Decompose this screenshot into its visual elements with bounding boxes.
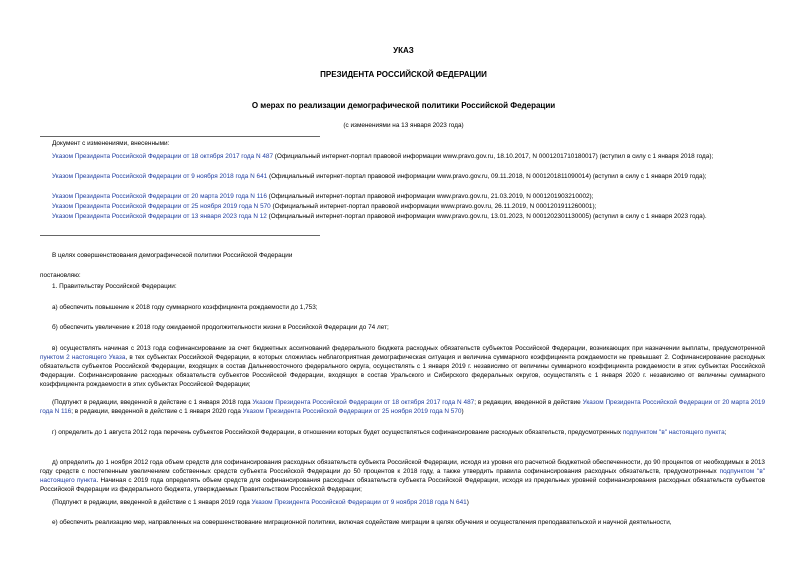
amendment-item xyxy=(40,152,765,161)
amendment-text: (Официальный интернет-портал правовой информации www.pravo.gov.ru, 18.10.2017, N 0001201710180017) (вступил в силу с 1 января 2018 года); xyxy=(273,153,714,160)
amendment-link[interactable]: Указом Президента Российской Федерации от 9 ноября 2018 года N 641 xyxy=(52,173,268,180)
decree-487-link[interactable]: Указом Президента Российской Федерации от 18 октября 2017 года N 487 xyxy=(252,399,475,406)
amendment-item xyxy=(40,202,765,211)
decree-word: постановляю: xyxy=(40,272,81,279)
doc-type-title: УКАЗ xyxy=(393,46,414,55)
decree-641-link[interactable]: Указом Президента Российской Федерации от 9 ноября 2018 года N 641 xyxy=(251,499,467,506)
subparagraph-v-note: (Подпункт в редакции, введенной в действие с 1 января 2018 года Указом Президента Российской Федерации от 18 октября 2017 года N 487; в редакции, введенной в действие Указом Президента Российской Федерации от 20 марта 2019 года N 116; в редакции, введенной в действие с 1 января 2020 года Указом Президента Российской Федерации от 25 ноября 2019 года N 570) xyxy=(40,399,765,415)
purpose-text: В целях совершенствования демографической политики Российской Федерации xyxy=(52,252,293,259)
issuer-title: ПРЕЗИДЕНТА РОССИЙСКОЙ ФЕДЕРАЦИИ xyxy=(320,70,487,79)
divider-bottom xyxy=(40,235,320,236)
doc-subject: О мерах по реализации демографической политики Российской Федерации xyxy=(251,101,556,110)
amendment-text: (Официальный интернет-портал правовой информации www.pravo.gov.ru, 13.01.2023, N 0001202301130005) (вступил в силу с 1 января 2023 года). xyxy=(266,213,707,220)
subparagraph-v-link[interactable]: подпунктом "в" настоящего пункта xyxy=(40,468,765,484)
decree-570-link[interactable]: Указом Президента Российской Федерации от 25 ноября 2019 года N 570 xyxy=(242,408,462,415)
subparagraph-b: б) обеспечить увеличение к 2018 году ожидаемой продолжительности жизни в Российской Федерации до 74 лет; xyxy=(52,324,389,331)
amendment-link[interactable]: Указом Президента Российской Федерации от 25 ноября 2019 года N 570 xyxy=(52,203,271,210)
subparagraph-d-note: (Подпункт в редакции, введенной в действие с 1 января 2019 года Указом Президента Российской Федерации от 9 ноября 2018 года N 641) xyxy=(52,499,469,506)
amendment-item xyxy=(40,172,765,181)
subparagraph-g: г) определить до 1 августа 2012 года перечень субъектов Российской Федерации, в отношении которых будет осуществляться софинансирование расходных обязательств, предусмотренных подпунктом "в" настоящего пункта; xyxy=(52,429,727,436)
divider-top xyxy=(40,136,320,137)
amendment-item xyxy=(40,212,765,221)
revision-note: (с изменениями на 13 января 2023 года) xyxy=(343,122,464,129)
amendment-link[interactable]: Указом Президента Российской Федерации от 18 октября 2017 года N 487 xyxy=(52,153,273,160)
subparagraph-e: е) обеспечить реализацию мер, направленных на совершенствование миграционной политики, включая содействие миграции в целях обучения и осуществления преподавательской и научной деятельности, xyxy=(52,519,672,526)
amendment-link[interactable]: Указом Президента Российской Федерации от 13 января 2023 года N 12 xyxy=(52,213,267,220)
amendments-intro: Документ с изменениями, внесенными: xyxy=(52,140,170,147)
amendment-text: (Официальный интернет-портал правовой информации www.pravo.gov.ru, 09.11.2018, N 0001201811090014) (вступил в силу с 1 января 2019 года); xyxy=(267,173,707,180)
amendment-item xyxy=(40,192,765,201)
point-2-link[interactable]: пунктом 2 настоящего Указа xyxy=(40,354,126,361)
amendment-link[interactable]: Указом Президента Российской Федерации от 20 марта 2019 года N 116 xyxy=(52,193,267,200)
decree-116-link[interactable]: Указом Президента Российской Федерации от 20 марта 2019 года N 116 xyxy=(40,399,765,415)
amendment-text: (Официальный интернет-портал правовой информации www.pravo.gov.ru, 21.03.2019, N 0001201903210002); xyxy=(266,193,594,200)
subparagraph-d: д) определить до 1 ноября 2012 года объем средств для софинансирования расходных обязательств субъекта Российской Федерации, исходя из уровня его расчетной бюджетной обеспеченности, до 90 процентов от необходимых в 2013 году средств с постепенным увеличением собственных средств субъекта Российской Федерации до 50 процентов к 2018 году, а также утвердить правила софинансирования расходных обязательств, предусмотренных подпунктом "в" настоящего пункта. Начиная с 2019 года определять объем средств для софинансирования расходных обязательств субъекта Российской Федерации, исходя из предельных уровней софинансирования расходных обязательств субъектов Российской Федерации из федерального бюджета, утверждаемых Правительством Российской Федерации; xyxy=(40,459,765,493)
subparagraph-v: в) осуществлять начиная с 2013 года софинансирование за счет бюджетных ассигнований федерального бюджета расходных обязательств субъектов Российской Федерации, возникающих при назначении выплаты, предусмотренной пунктом 2 настоящего Указа, в тех субъектах Российской Федерации, в которых сложилась неблагоприятная демографическая ситуация и величина суммарного коэффициента рождаемости не превышает 2. Софинансирование расходных обязательств субъектов Российской Федерации, входящих в состав Дальневосточного федерального округа, осуществлять с 1 января 2019 г. независимо от величины суммарного коэффициента рождаемости в этих субъектах Российской Федерации. Софинансирование расходных обязательств субъектов Российской Федерации, входящих в состав Уральского и Сибирского федеральных округов, осуществлять с 1 января 2020 г. независимо от величины суммарного коэффициента рождаемости в этих субъектах Российской Федерации; xyxy=(40,345,766,388)
subparagraph-v-link[interactable]: подпунктом "в" настоящего пункта xyxy=(622,429,725,436)
subparagraph-a: а) обеспечить повышение к 2018 году суммарного коэффициента рождаемости до 1,753; xyxy=(52,304,318,311)
amendment-text: (Официальный интернет-портал правовой информации www.pravo.gov.ru, 26.11.2019, N 0001201911260001); xyxy=(270,203,597,210)
paragraph-1: 1. Правительству Российской Федерации: xyxy=(52,283,177,290)
